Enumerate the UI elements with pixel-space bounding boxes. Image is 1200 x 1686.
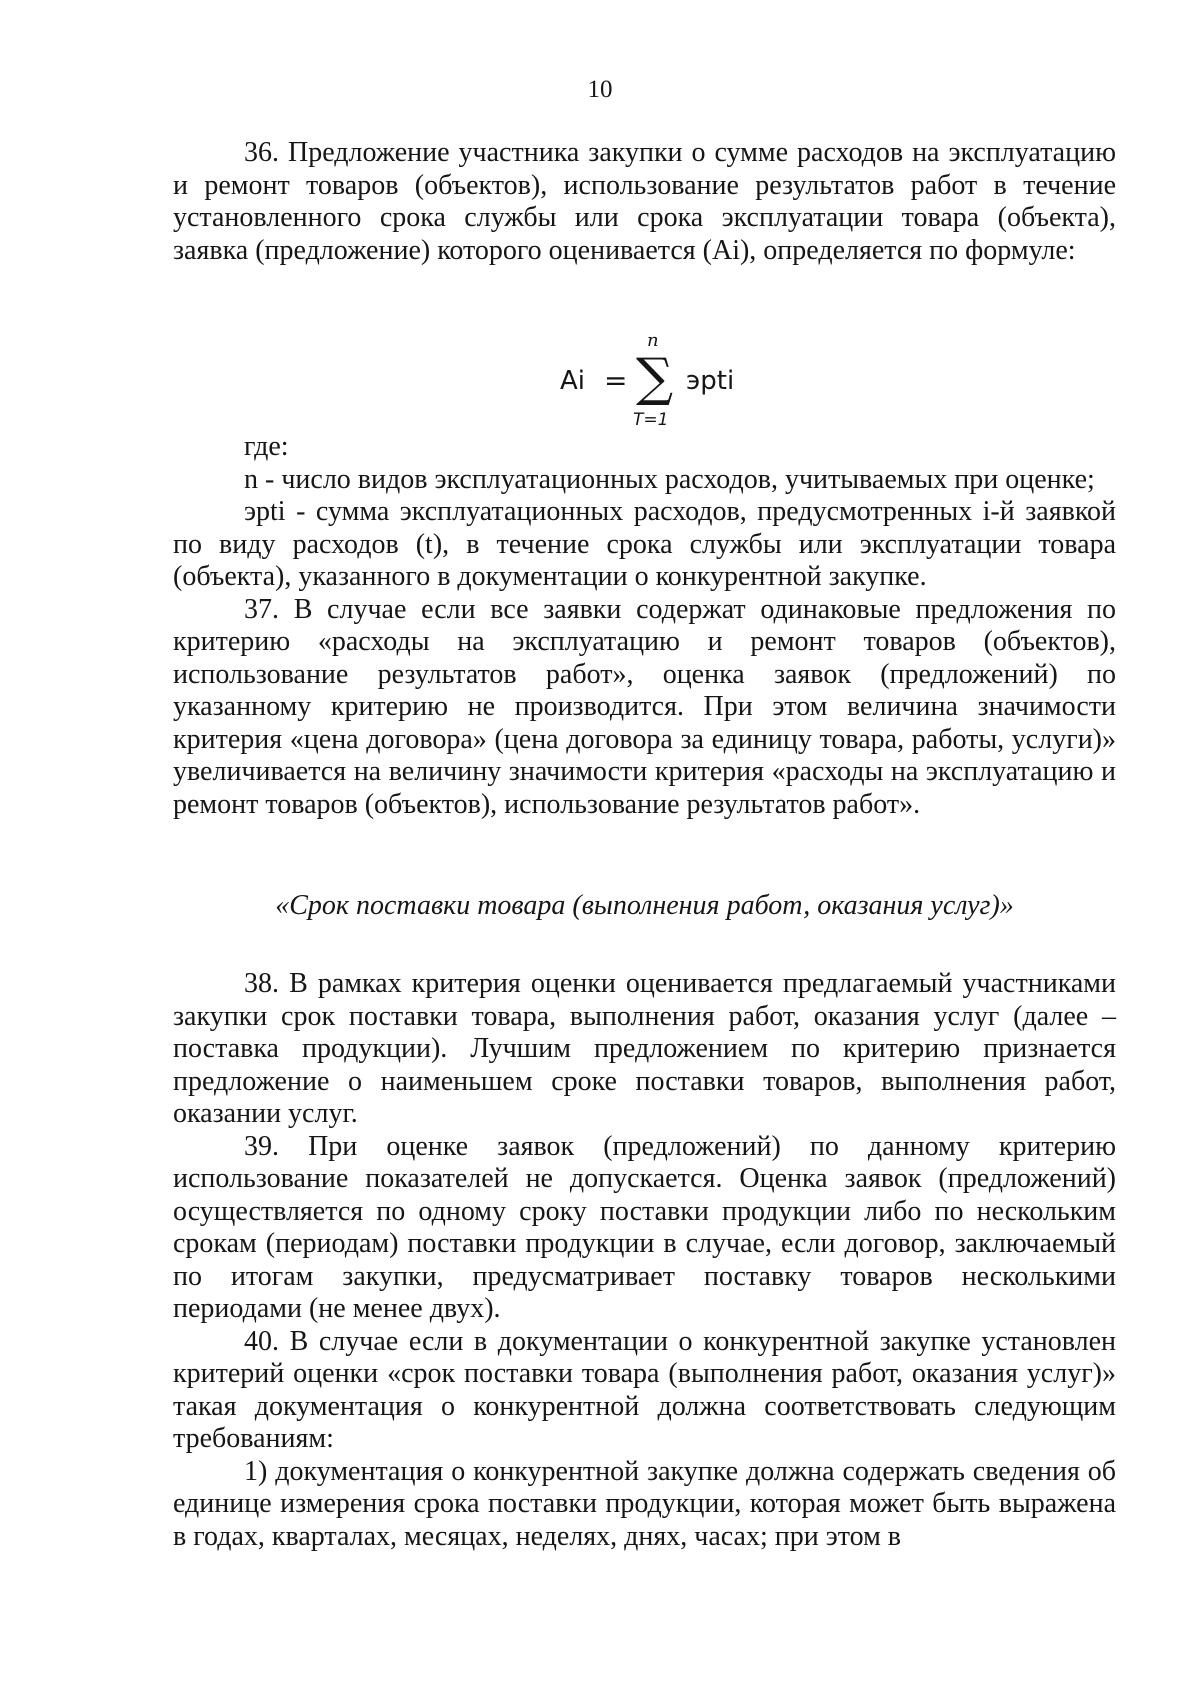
paragraph-40-item-1: 1) документация о конкурентной закупке должна содержать сведения об единице измерения срока поставки продукции, которая может быть выражена в годах, кварталах, месяцах, неделях, днях, часах; при этом в <box>173 1455 1116 1552</box>
paragraph-36-block <box>173 137 1116 267</box>
paragraph-39: 39. При оценке заявок (предложений) по данному критерию использование показателей не допускается. Оценка заявок (предложений) осуществляется по одному сроку поставки продукции либо по нескольким срокам (периодам) поставки продукции в случае, если договор, заключаемый по итогам закупки, предусматривает поставку товаров несколькими периодами (не менее двух). <box>173 1130 1116 1324</box>
paragraph-37: 37. В случае если все заявки содержат одинаковые предложения по критерию «расходы на эксплуатацию и ремонт товаров (объектов), использование результатов работ», оценка заявок (предложений) по указанному критерию не производится. При этом величина значимости критерия «цена договора» (цена договора за единицу товара, работы, услуги)» увеличивается на величину значимости критерия «расходы на эксплуатацию и ремонт товаров (объектов), использование результатов работ». <box>173 593 1116 820</box>
paragraph-36: 36. Предложение участника закупки о сумме расходов на эксплуатацию и ремонт товаров (объектов), использование результатов работ в течение установленного срока службы или срока эксплуатации товара (объекта), заявка (предложение) которого оценивается (Ai), определяется по формуле: <box>173 137 1116 266</box>
paragraph-40: 40. В случае если в документации о конкурентной закупке установлен критерий оценки «срок поставки товара (выполнения работ, оказания услуг)» такая документация о конкурентной должна соответствовать следующим требованиям: <box>173 1325 1116 1454</box>
definition-epti: эpti - сумма эксплуатационных расходов, предусмотренных i-й заявкой по виду расходов (t), в течение срока службы или эксплуатации товара (объекта), указанного в документации о конкурентной закупке. <box>173 496 1116 592</box>
formula-upper-limit: n <box>647 330 659 351</box>
definition-n: n - число видов эксплуатационных расходов, учитываемых при оценке; <box>244 463 1095 495</box>
paragraph-38: 38. В рамках критерия оценки оценивается предлагаемый участниками закупки срок поставки товара, выполнения работ, оказания услуг (далее – поставка продукции). Лучшим предложением по критерию признается предложение о наименьшем сроке поставки товаров, выполнения работ, оказании услуг. <box>173 968 1116 1129</box>
formula-lhs: Ai <box>560 366 586 396</box>
page-number: 10 <box>587 76 613 103</box>
formula-sum-sign: ∑ <box>636 348 674 408</box>
formula-rhs: эpti <box>686 366 735 396</box>
formula-lower-limit: T=1 <box>633 410 669 430</box>
definitions-block <box>173 431 1116 821</box>
delivery-terms-block <box>173 968 1116 1553</box>
formula-ai <box>540 330 800 440</box>
formula-equals: = <box>604 364 628 397</box>
section-title: «Срок поставки товара (выполнения работ, оказания услуг)» <box>275 890 1014 921</box>
where-label: где: <box>244 431 289 462</box>
